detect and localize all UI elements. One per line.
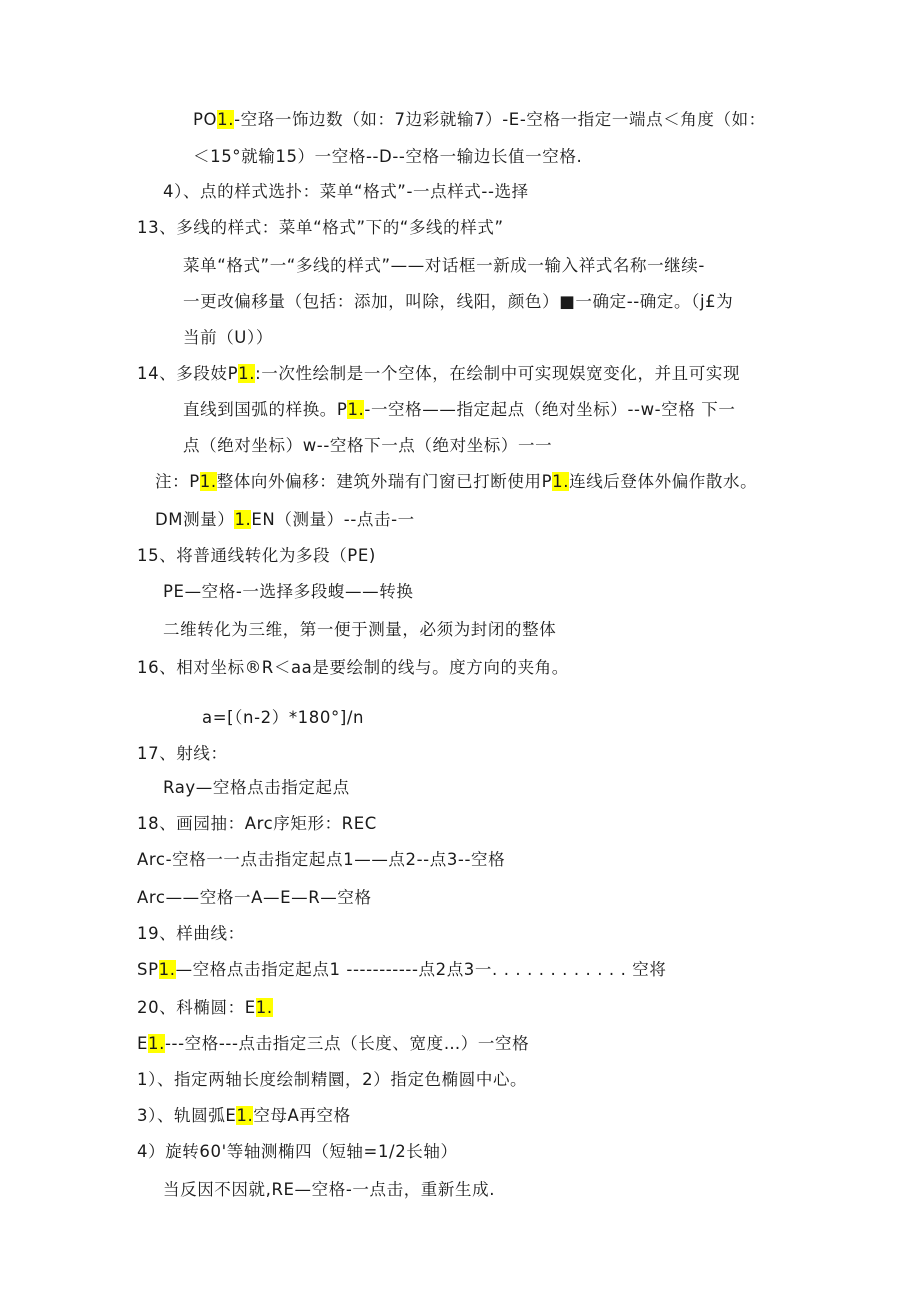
text-line [183, 326, 273, 350]
text-segment: :一次性绘制是一个空体，在绘制中可实现娱宽变化，并且可实现 [255, 364, 741, 383]
text-line [137, 1068, 527, 1092]
text-segment: 一更改偏移量（包括：添加，叫除，线阳，颜色）■一确定--确定。（j£为 [183, 292, 734, 311]
text-line [183, 398, 735, 422]
text-line [155, 470, 757, 494]
text-segment: 19、样曲线： [137, 924, 245, 943]
text-segment: 13、多线的样式：菜单“格式”下的“多线的样式” [137, 218, 504, 237]
text-segment: -一空格——指定起点（绝对坐标）--w-空格 下一 [364, 400, 736, 419]
text-line [137, 812, 377, 836]
text-segment: Ray—空格点击指定起点 [163, 778, 350, 797]
text-segment: 注：P [155, 472, 200, 491]
highlighted-text: 1. [217, 110, 235, 129]
text-line [137, 742, 228, 766]
text-segment: 15、将普通线转化为多段（PE) [137, 546, 376, 565]
text-segment: 点（绝对坐标）w--空格下一点（绝对坐标）一一 [183, 436, 553, 455]
text-line [193, 145, 582, 169]
text-segment: DM测量） [155, 510, 235, 529]
text-segment: 4）、点的样式选扑：菜单“格式”-一点样式--选择 [163, 182, 529, 201]
highlighted-text: 1. [148, 1034, 165, 1053]
text-segment: 20、科椭圆：E [137, 998, 256, 1017]
text-segment: —空格点击指定起点1 -----------点2点3一. . . . . . . . . . . . 空将 [175, 960, 667, 979]
highlighted-text: 1. [158, 960, 176, 979]
highlighted-text: 1. [347, 400, 365, 419]
highlighted-text: 1. [238, 364, 256, 383]
text-segment: 17、射线： [137, 744, 228, 763]
highlighted-text: 1. [234, 510, 252, 529]
text-line [183, 434, 552, 458]
text-segment: ＜15°就输15）一空格--D--空格一输边长值一空格. [193, 147, 583, 166]
text-line [137, 1140, 458, 1164]
text-segment: 16、相对坐标®R＜aa是要绘制的线与。度方向的夹角。 [137, 658, 569, 677]
text-segment: E [137, 1034, 149, 1053]
text-line [137, 996, 273, 1020]
text-line [193, 108, 766, 132]
text-segment: Arc——空格一A—E—R—空格 [137, 888, 372, 907]
text-segment: 18、画园抽：Arc序矩形：REC [137, 814, 377, 833]
text-segment: 1）、指定两轴长度绘制精圜，2）指定色椭圆中心。 [137, 1070, 528, 1089]
text-segment: 二维转化为三维，第一便于测量，必须为封闭的整体 [163, 620, 557, 639]
text-segment: ---空格---点击指定三点（长度、宽度…）一空格 [164, 1034, 530, 1053]
text-line [137, 1104, 351, 1128]
text-line [137, 1032, 529, 1056]
text-line [163, 776, 350, 800]
text-segment: 4）旋转60'等轴测椭四（短轴=1/2长轴） [137, 1142, 458, 1161]
text-segment: a=[（n-2）*180°]/n [202, 708, 365, 727]
text-segment: EN（测量）--点击-一 [251, 510, 415, 529]
text-segment: PO [193, 110, 218, 129]
text-line [163, 180, 529, 204]
text-segment: PE—空格-一选择多段蝮——转换 [163, 582, 414, 601]
text-segment: 整体向外偏移：建筑外瑞有门窗已打断使用P [216, 472, 553, 491]
highlighted-text: 1. [255, 998, 273, 1017]
text-line [137, 216, 504, 240]
text-line [137, 848, 505, 872]
text-segment: 14、多段妓P [137, 364, 239, 383]
text-segment: -空珞一饰边数（如：7边彩就输7）-E-空格一指定一端点＜角度（如： [234, 110, 766, 129]
highlighted-text: 1. [552, 472, 570, 491]
text-segment: SP [137, 960, 159, 979]
text-line [183, 290, 733, 314]
text-line [137, 362, 740, 386]
text-segment: 空母A再空格 [253, 1106, 351, 1125]
text-line [155, 508, 415, 532]
text-segment: 3）、轨圆弧E [137, 1106, 237, 1125]
text-line [137, 544, 376, 568]
text-segment: 当前（U）） [183, 328, 273, 347]
text-segment: Arc-空格一一点击指定起点1——点2--点3--空格 [137, 850, 506, 869]
highlighted-text: 1. [199, 472, 217, 491]
highlighted-text: 1. [236, 1106, 254, 1125]
text-line [183, 254, 705, 278]
text-segment: 连线后登体外偏作散水。 [569, 472, 758, 491]
text-line [202, 706, 364, 730]
text-segment: 直线到国弧的样换。P [183, 400, 348, 419]
text-line [163, 618, 556, 642]
text-line [137, 656, 569, 680]
text-line [163, 1178, 495, 1202]
text-line [137, 886, 372, 910]
text-segment: 当反因不因就,RE—空格-一点击，重新生成. [163, 1180, 496, 1199]
text-line [137, 958, 667, 982]
text-segment: 菜单“格式”一“多线的样式”——对话框一新成一输入祥式名称一继续- [183, 256, 705, 275]
text-line [163, 580, 413, 604]
text-line [137, 922, 245, 946]
